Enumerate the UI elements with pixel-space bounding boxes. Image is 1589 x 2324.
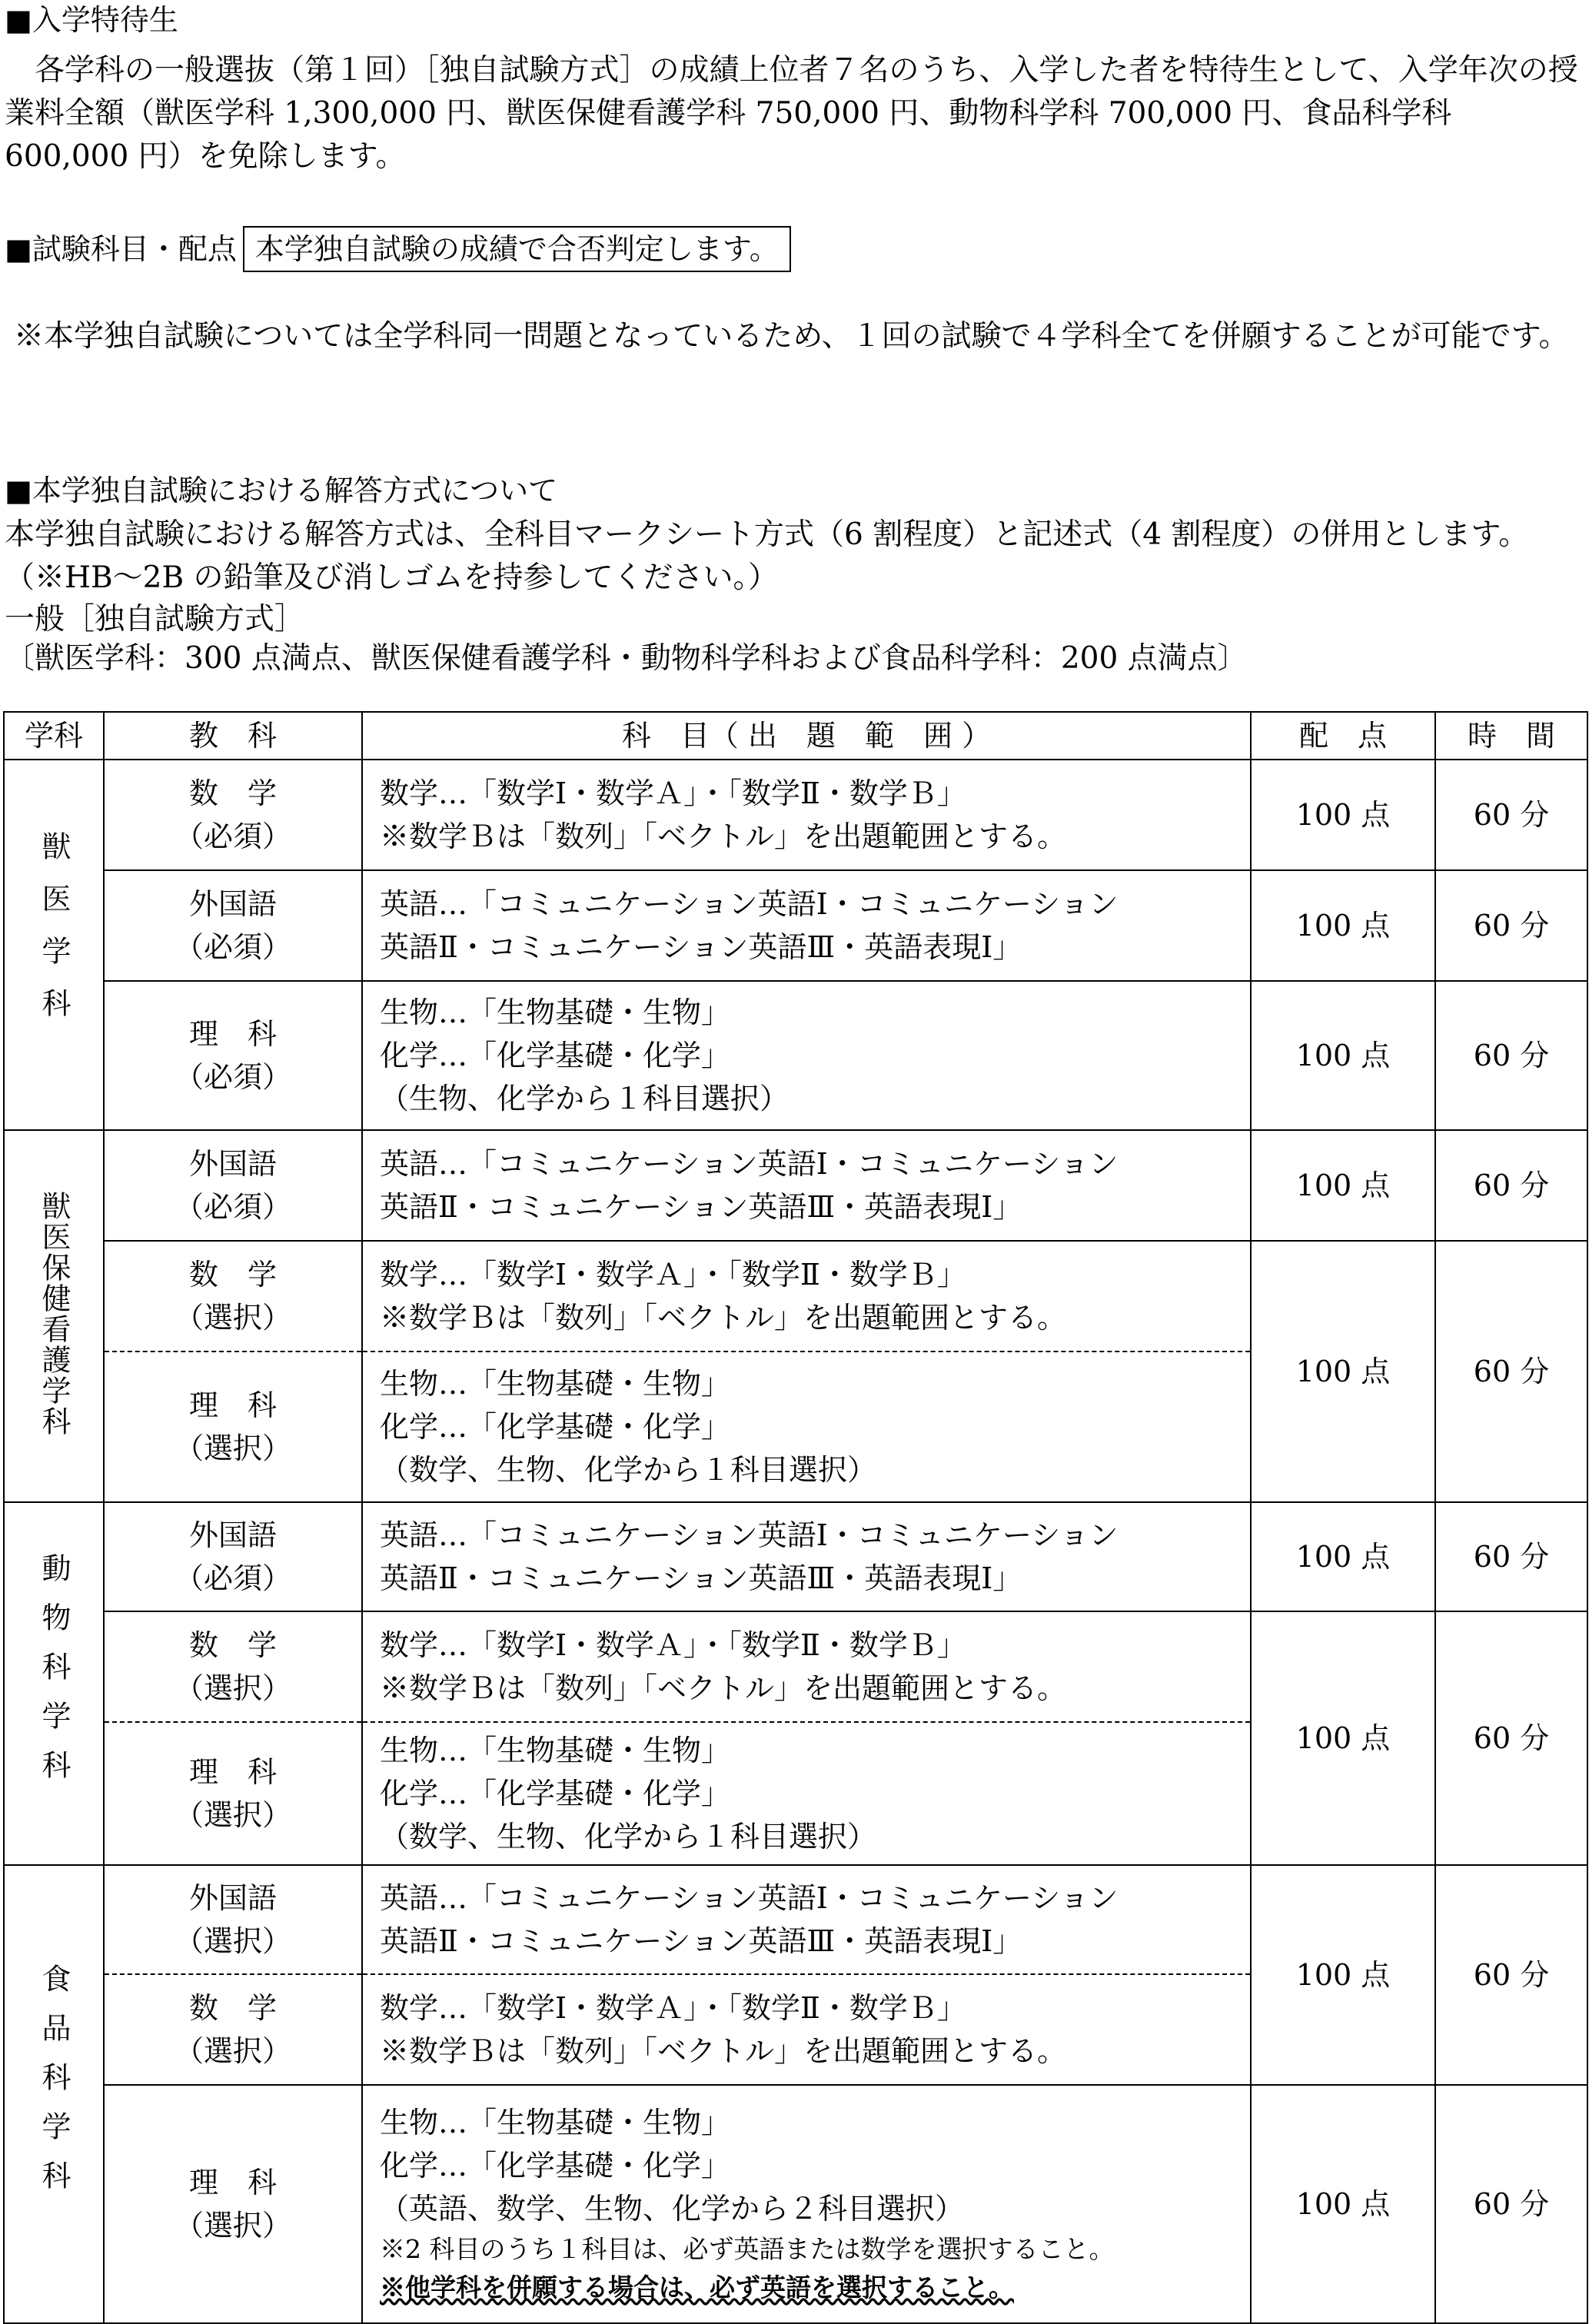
- time-cell: 60 分: [1435, 1502, 1587, 1611]
- scope-cell: 生物…「生物基礎・生物」 化学…「化学基礎・化学」 （数学、生物、化学から１科目選択）: [362, 1722, 1251, 1865]
- dept-veterinary-nursing-label: 獣医保健看護学科: [37, 1190, 71, 1437]
- subject-cell: 数 学 （選択）: [104, 1611, 362, 1722]
- subject-cell: 外国語 （必須）: [104, 1130, 362, 1241]
- food-note-two: ※他学科を併願する場合は、必ず英語を選択すること。: [380, 2272, 1014, 2302]
- header-time: 時 間: [1435, 712, 1587, 760]
- section-heading-subjects: [5, 226, 1584, 272]
- header-subject-scope: 科 目（ 出 題 範 囲 ）: [362, 712, 1251, 760]
- time-cell: 60 分: [1435, 1130, 1587, 1241]
- scope-cell: 生物…「生物基礎・生物」 化学…「化学基礎・化学」 （数学、生物、化学から１科目選択）: [362, 1352, 1251, 1502]
- table-row: [4, 760, 1587, 870]
- dept-animal-science: [4, 1502, 104, 1865]
- header-score: 配 点: [1251, 712, 1435, 760]
- subjects-heading-label: ■試験科目・配点: [5, 232, 237, 266]
- table-row: [4, 1865, 1587, 1974]
- subject-cell: 数 学 （選択）: [104, 1974, 362, 2085]
- score-cell: 100 点: [1251, 2085, 1435, 2323]
- subject-cell: 理 科 （選択）: [104, 1352, 362, 1502]
- food-note-one: ※2 科目のうち１科目は、必ず英語または数学を選択すること。: [380, 2234, 1115, 2264]
- scope-cell: 生物…「生物基礎・生物」 化学…「化学基礎・化学」 （英語、数学、生物、化学から２科目選択） ※2 科目のうち１科目は、必ず英語または数学を選択すること。 ※他学科を併願する場合は、必ず英語を選択すること。: [362, 2085, 1251, 2323]
- table-row: [4, 1241, 1587, 1352]
- time-cell: 60 分: [1435, 1611, 1587, 1865]
- table-row: [4, 1611, 1587, 1722]
- scope-cell: 英語…「コミュニケーション英語Ⅰ・コミュニケーション 英語Ⅱ・コミュニケーション英語Ⅲ・英語表現Ⅰ」: [362, 1502, 1251, 1611]
- score-cell: 100 点: [1251, 1130, 1435, 1241]
- pass-judgement-box: 本学独自試験の成績で合否判定します。: [243, 226, 791, 272]
- header-department: 学科: [4, 712, 104, 760]
- table-row: [4, 1130, 1587, 1241]
- time-cell: 60 分: [1435, 1865, 1587, 2085]
- scope-cell: 英語…「コミュニケーション英語Ⅰ・コミュニケーション 英語Ⅱ・コミュニケーション英語Ⅲ・英語表現Ⅰ」: [362, 1130, 1251, 1241]
- dept-veterinary-nursing: [4, 1130, 104, 1502]
- general-exam-label: 一般［独自試験方式］: [5, 602, 305, 637]
- scope-cell: 数学…「数学Ⅰ・数学Ａ」・「数学Ⅱ・数学Ｂ」 ※数学Ｂは「数列」「ベクトル」を出題範囲とする。: [362, 1611, 1251, 1722]
- table-row: [4, 870, 1587, 981]
- header-subject-area: 教 科: [104, 712, 362, 760]
- subject-cell: 外国語 （必須）: [104, 1502, 362, 1611]
- subject-cell: 数 学 （選択）: [104, 1241, 362, 1352]
- subject-cell: 理 科 （必須）: [104, 981, 362, 1130]
- scope-cell: 数学…「数学Ⅰ・数学Ａ」・「数学Ⅱ・数学Ｂ」 ※数学Ｂは「数列」「ベクトル」を出題範囲とする。: [362, 1974, 1251, 2085]
- dept-animal-science-label: 動物科学科: [37, 1553, 71, 1799]
- score-cell: 100 点: [1251, 1241, 1435, 1502]
- scope-cell: 英語…「コミュニケーション英語Ⅰ・コミュニケーション 英語Ⅱ・コミュニケーション英語Ⅲ・英語表現Ⅰ」: [362, 1865, 1251, 1974]
- subject-cell: 理 科 （選択）: [104, 1722, 362, 1865]
- score-cell: 100 点: [1251, 1865, 1435, 2085]
- answer-format-text: 本学独自試験における解答方式は、全科目マークシート方式（6 割程度）と記述式（4 割程度）の併用とします。（※HB～2B の鉛筆及び消しゴムを持参してください。）: [5, 517, 1529, 595]
- subject-cell: 外国語 （必須）: [104, 870, 362, 981]
- scope-cell: 英語…「コミュニケーション英語Ⅰ・コミュニケーション 英語Ⅱ・コミュニケーション英語Ⅲ・英語表現Ⅰ」: [362, 870, 1251, 981]
- table-row: [4, 1502, 1587, 1611]
- table-row: [4, 2085, 1587, 2323]
- dept-veterinary-label: 獣医学科: [37, 831, 71, 1040]
- dept-veterinary: [4, 760, 104, 1130]
- same-problem-note: ※本学独自試験については全学科同一問題となっているため、１回の試験で４学科全てを併願することが可能です。: [14, 319, 1569, 354]
- scope-cell: 数学…「数学Ⅰ・数学Ａ」・「数学Ⅱ・数学Ｂ」 ※数学Ｂは「数列」「ベクトル」を出題範囲とする。: [362, 1241, 1251, 1352]
- time-cell: 60 分: [1435, 2085, 1587, 2323]
- subject-cell: 数 学 （必須）: [104, 760, 362, 870]
- score-cell: 100 点: [1251, 870, 1435, 981]
- time-cell: 60 分: [1435, 760, 1587, 870]
- exam-subjects-table: [3, 711, 1588, 2324]
- section-heading-scholarship: ■入学特待生: [5, 3, 178, 37]
- section-heading-answer-format: ■本学独自試験における解答方式について: [5, 474, 558, 507]
- table-header-row: [4, 712, 1587, 760]
- total-score-label: 〔獣医学科：300 点満点、獣医保健看護学科・動物科学科および食品科学科：200 点満点〕: [5, 641, 1248, 676]
- time-cell: 60 分: [1435, 1241, 1587, 1502]
- dept-food-science-label: 食品科学科: [37, 1963, 71, 2209]
- score-cell: 100 点: [1251, 981, 1435, 1130]
- dept-food-science: [4, 1865, 104, 2323]
- scope-cell: 数学…「数学Ⅰ・数学Ａ」・「数学Ⅱ・数学Ｂ」 ※数学Ｂは「数列」「ベクトル」を出題範囲とする。: [362, 760, 1251, 870]
- subject-cell: 外国語 （選択）: [104, 1865, 362, 1974]
- score-cell: 100 点: [1251, 760, 1435, 870]
- scholarship-text: 各学科の一般選抜（第１回）［独自試験方式］の成績上位者７名のうち、入学した者を特待生として、入学年次の授業料全額（獣医学科 1,300,000 円、獣医保健看護学科 750,000 円、動物科学科 700,000 円、食品科学科 600,000 円）を免除します。: [5, 53, 1578, 174]
- subject-cell: 理 科 （選択）: [104, 2085, 362, 2323]
- score-cell: 100 点: [1251, 1611, 1435, 1865]
- table-row: [4, 981, 1587, 1130]
- time-cell: 60 分: [1435, 981, 1587, 1130]
- score-cell: 100 点: [1251, 1502, 1435, 1611]
- scope-cell: 生物…「生物基礎・生物」 化学…「化学基礎・化学」 （生物、化学から１科目選択）: [362, 981, 1251, 1130]
- time-cell: 60 分: [1435, 870, 1587, 981]
